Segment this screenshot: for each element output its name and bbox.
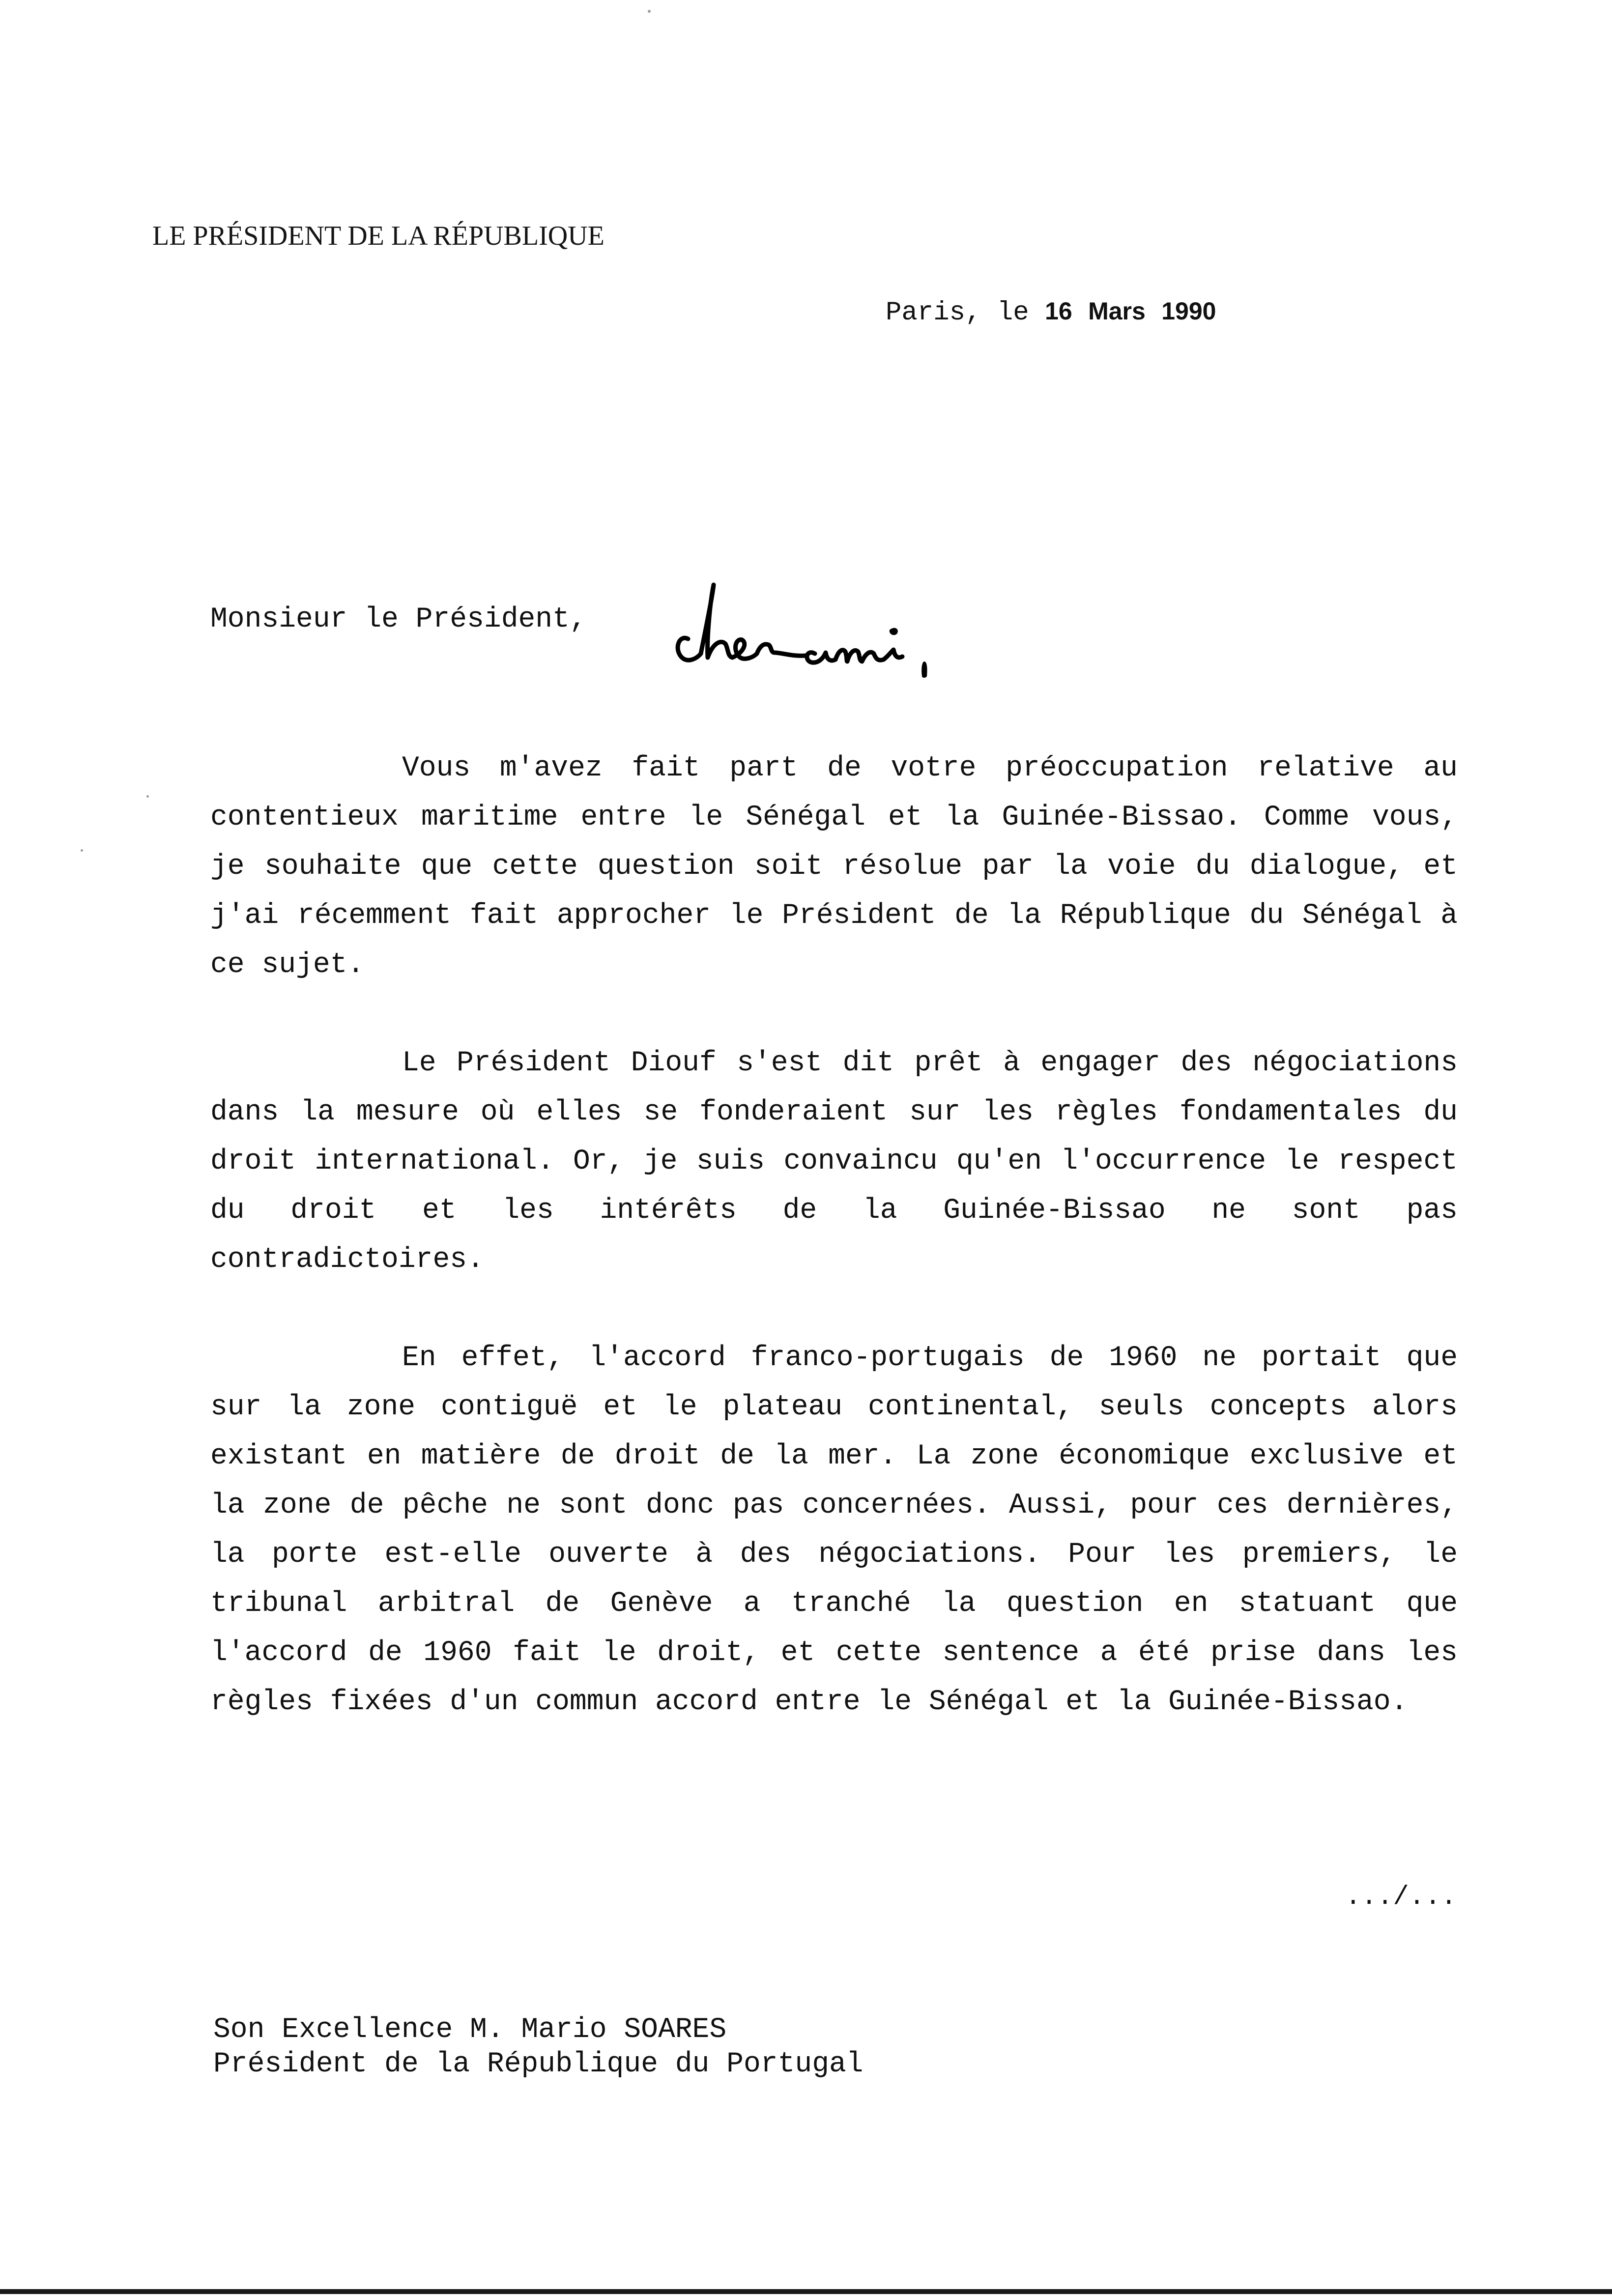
date-year: 1990 — [1161, 297, 1216, 325]
continuation-mark: .../... — [1345, 1882, 1457, 1912]
letterhead: LE PRÉSIDENT DE LA RÉPUBLIQUE — [152, 221, 604, 251]
addressee-name: Son Excellence M. Mario SOARES — [213, 2014, 727, 2046]
salutation: Monsieur le Président, — [210, 603, 587, 635]
date-day: 16 — [1045, 297, 1072, 325]
addressee-title: Président de la République du Portugal — [213, 2048, 864, 2080]
addressee-block — [213, 2013, 864, 2082]
date-city: Paris, — [886, 298, 981, 328]
date-month: Mars — [1088, 297, 1146, 325]
body-paragraph-3: En effet, l'accord franco-portugais de 1960 ne portait que sur la zone contiguë et le plateau continental, seuls concepts alors existant en matière de droit de la mer. La zone économique exclusive et la zone de pêche ne sont donc pas concernées. Aussi, pour ces dernières, la porte est-elle ouverte à des négociations. Pour les premiers, le tribunal arbitral de Genève a tranché la question en statuant que l'accord de 1960 fait le droit, et cette sentence a été prise dans les règles fixées d'un commun accord entre le Sénégal et la Guinée-Bissao. — [210, 1342, 1458, 1718]
scan-speck — [146, 795, 149, 798]
body-paragraph-1: Vous m'avez fait part de votre préoccupation relative au contentieux maritime entre le Sénégal et la Guinée-Bissao. Comme vous, je souhaite que cette question soit résolue par la voie du dialogue, et j'ai récemment fait approcher le Président de la République du Sénégal à ce sujet. — [210, 752, 1458, 981]
scan-speck — [648, 10, 651, 13]
scan-bottom-edge — [0, 2289, 1612, 2294]
letter-date — [886, 297, 1216, 328]
scan-speck — [81, 849, 83, 852]
handwritten-greeting — [659, 565, 934, 678]
date-prefix: le — [997, 298, 1029, 328]
body-paragraph-2: Le Président Diouf s'est dit prêt à engager des négociations dans la mesure où elles se fonderaient sur les règles fondamentales du droit international. Or, je suis convaincu qu'en l'occurrence le respect du droit et les intérêts de la Guinée-Bissao ne sont pas contradictoires. — [210, 1047, 1458, 1276]
